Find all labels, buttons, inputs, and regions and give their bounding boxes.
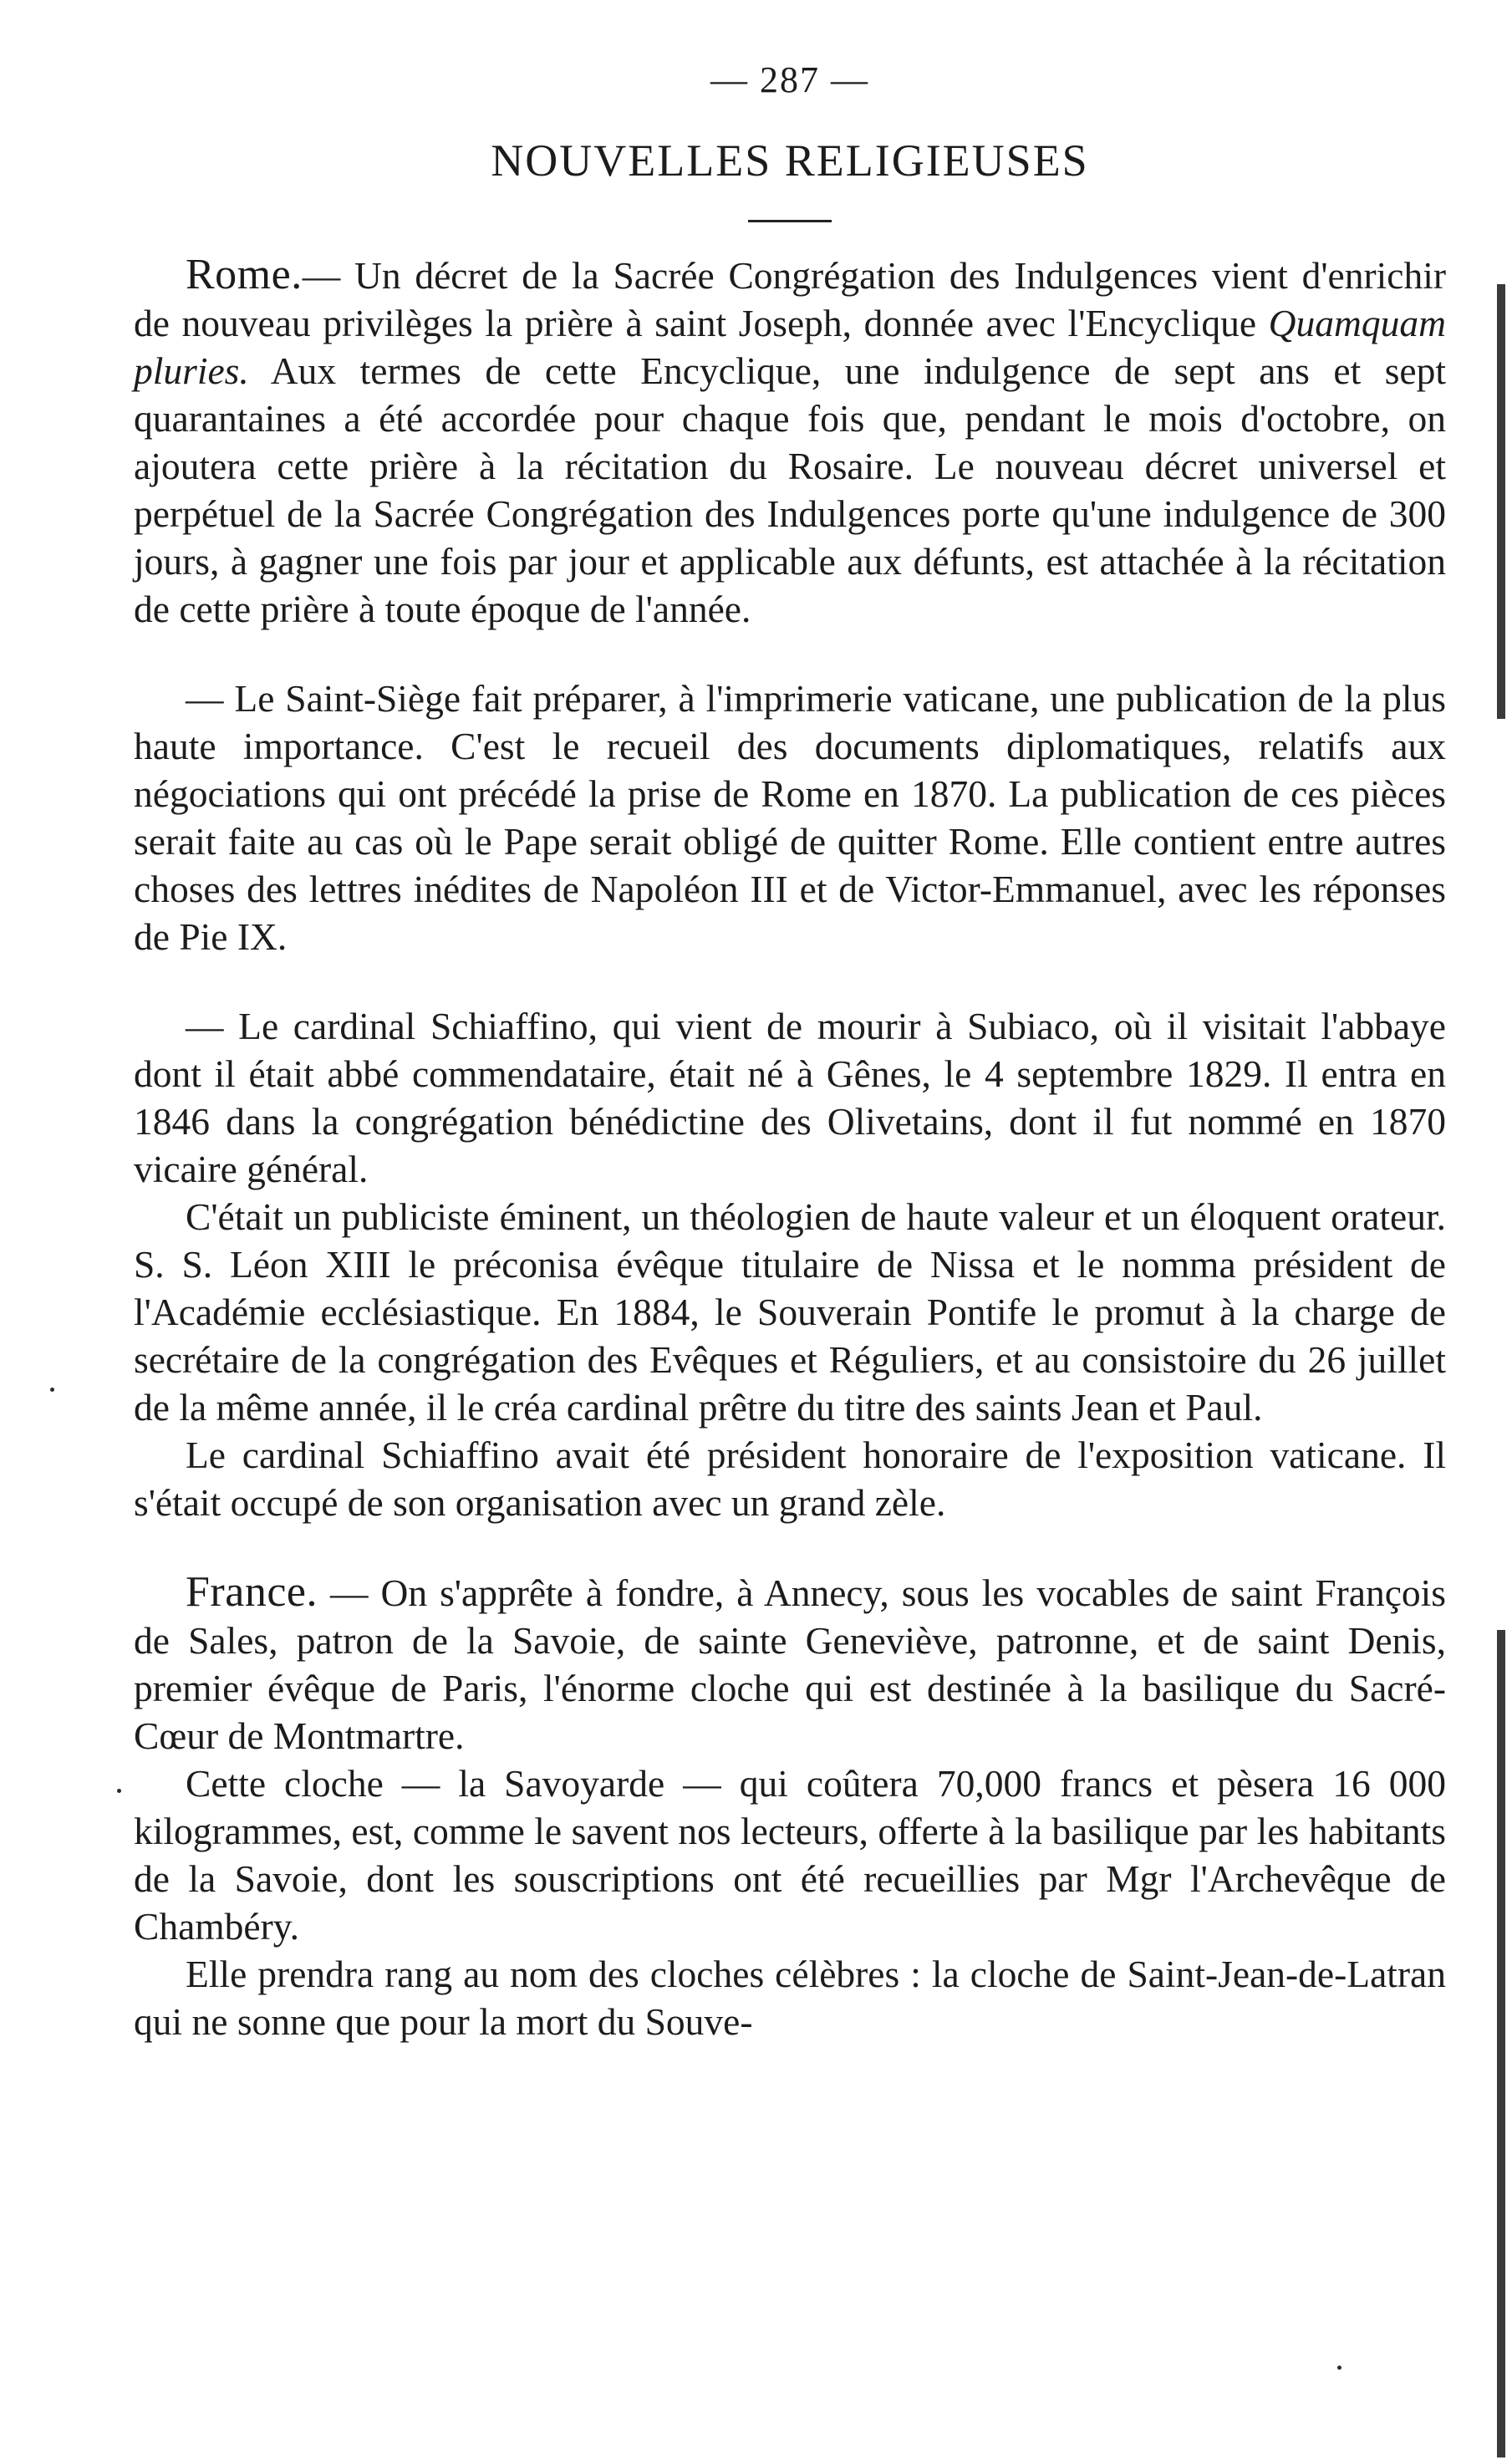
- page-body: [134, 59, 1446, 2045]
- paragraph-cloches: Elle prendra rang au nom des cloches célèbres : la cloche de Saint-Jean-de-Latran qui ne sonne que pour la mort du Souve-: [134, 1953, 1446, 2043]
- heading-rome: Rome.: [186, 251, 303, 298]
- paragraph-savoyarde: Cette cloche — la Savoyarde — qui coûtera 70,000 francs et pèsera 16 000 kilogrammes, est, comme le savent nos lecteurs, offerte à la basilique par les habitants de la Savoie, dont les souscriptions ont été recueillies par Mgr l'Archevêque de Chambéry.: [134, 1762, 1446, 1948]
- paragraph-schiaffino-career: C'était un publiciste éminent, un théologien de haute valeur et un éloquent orateur. S. S. Léon XIII le préconisa évêque titulaire de Nissa et le nomma président de l'Académie ecclésiastique. En 1884, le Souverain Pontife le promut à la charge de secrétaire de la congrégation des Evêques et Réguliers, et au consistoire du 26 juillet de la même année, il le créa cardinal prêtre du titre des saints Jean et Paul.: [134, 1195, 1446, 1429]
- page-number: — 287 —: [710, 59, 869, 100]
- scan-edge-shadow-lower: [1497, 1630, 1505, 2457]
- paragraph-saint-siege: — Le Saint-Siège fait préparer, à l'imprimerie vaticane, une publication de la plus haute importance. C'est le recueil des documents diplomatiques, relatifs aux négociations qui ont précédé la prise de Rome en 1870. La publication de ces pièces serait faite au cas où le Pape serait obligé de quitter Rome. Elle contient entre autres choses des lettres inédites de Napoléon III et de Victor-Emmanuel, avec les réponses de Pie IX.: [134, 677, 1446, 958]
- title-rule: [748, 220, 832, 222]
- paragraph-france: [134, 1568, 1446, 1760]
- section-title: NOUVELLES RELIGIEUSES: [491, 135, 1089, 186]
- paragraph-schiaffino-exposition: Le cardinal Schiaffino avait été président honoraire de l'exposition vaticane. Il s'était occupé de son organisation avec un grand zèle.: [134, 1434, 1446, 1524]
- encyclical-title: Quamquam pluries.: [134, 302, 1446, 392]
- scan-speck: [50, 1388, 54, 1392]
- paragraph-france-lead: — On s'apprête à fondre, à Annecy, sous les vocables de saint François de Sales, patron de la Savoie, de sainte Geneviève, patronne, et de saint Denis, premier évêque de Paris, l'énorme cloche qui est destinée à la basilique du Sacré-Cœur de Montmartre.: [134, 1571, 1446, 1757]
- scan-speck: [117, 1789, 121, 1793]
- scan-edge-shadow: [1497, 284, 1505, 719]
- paragraph-rome: [134, 251, 1446, 633]
- paragraph-rome-lead: — Un décret de la Sacrée Congrégation des Indulgences vient d'enrichir de nouveau privilèges la prière à saint Joseph, donnée avec l'Encyclique: [134, 254, 1446, 344]
- heading-france: France.: [186, 1568, 318, 1616]
- paragraph-schiaffino-death: — Le cardinal Schiaffino, qui vient de mourir à Subiaco, où il visitait l'abbaye dont il était abbé commendataire, était né à Gênes, le 4 septembre 1829. Il entra en 1846 dans la congrégation bénédictine des Olivetains, dont il fut nommé en 1870 vicaire général.: [134, 1005, 1446, 1190]
- paragraph-rome-tail: Aux termes de cette Encyclique, une indulgence de sept ans et sept quarantaines a été accordée pour chaque fois que, pendant le mois d'octobre, on ajoutera cette prière à la récitation du Rosaire. Le nouveau décret universel et perpétuel de la Sacrée Congrégation des Indulgences porte qu'une indulgence de 300 jours, à gagner une fois par jour et applicable aux défunts, est attachée à la récitation de cette prière à toute époque de l'année.: [134, 349, 1446, 630]
- scan-speck: [1337, 2366, 1341, 2370]
